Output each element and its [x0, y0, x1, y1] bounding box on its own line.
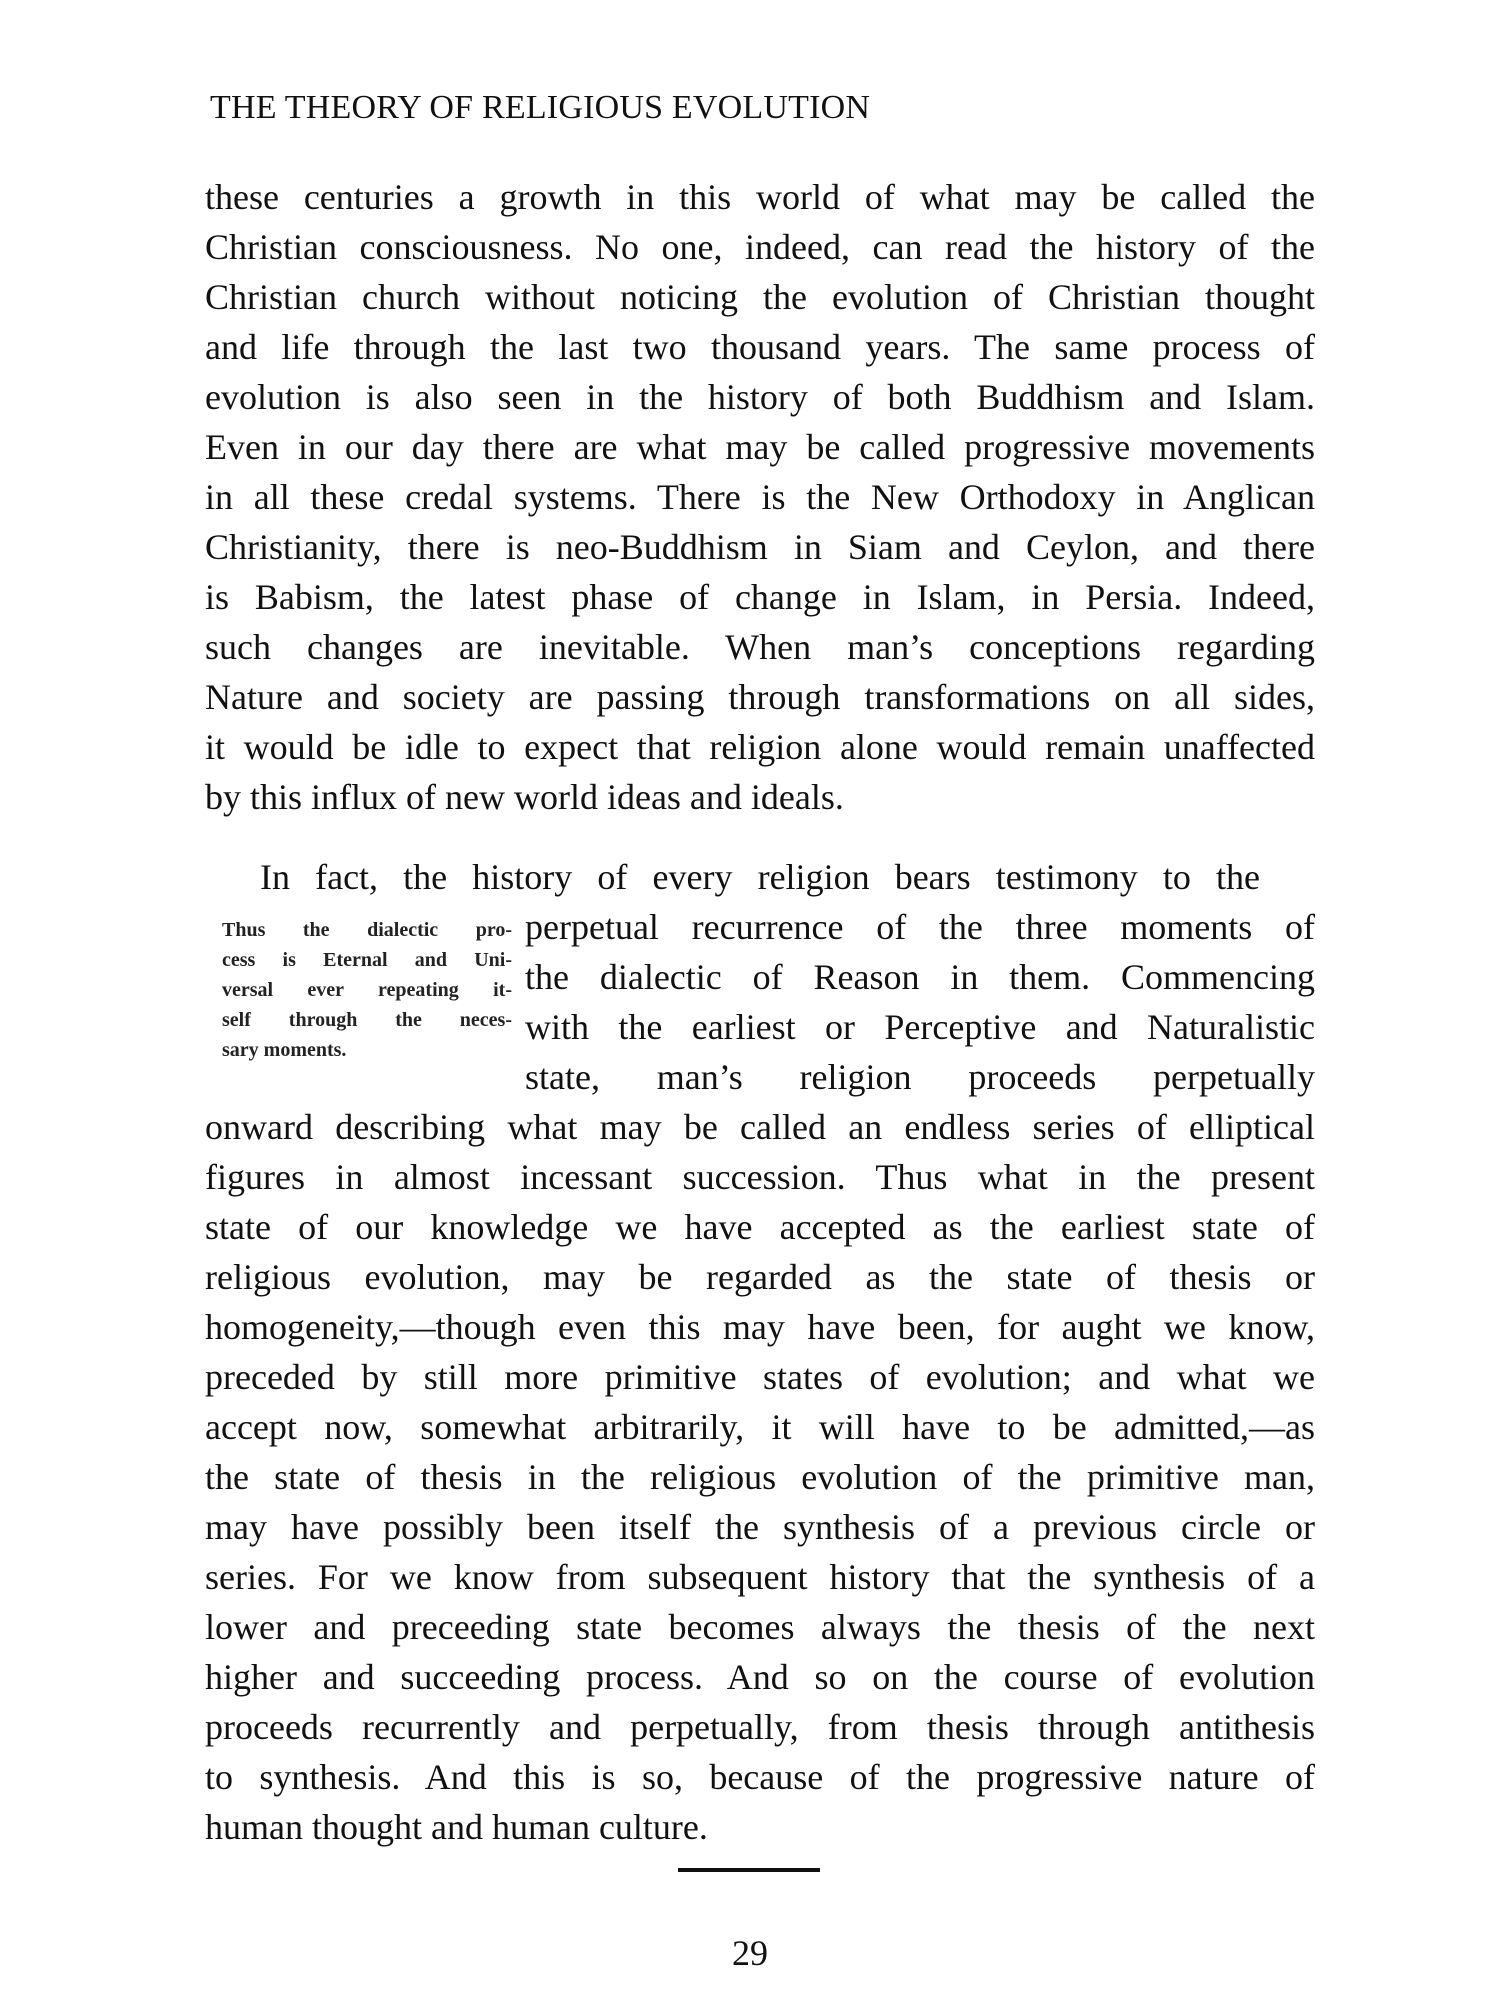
- text-line: state of our knowledge we have accepted as the earliest state of: [205, 1207, 1315, 1247]
- text-line: onward describing what may be called an endless series of elliptical: [205, 1107, 1315, 1147]
- text-line: the state of thesis in the religious evolution of the primitive man,: [205, 1457, 1315, 1497]
- text-line: figures in almost incessant succession. Thus what in the present: [205, 1157, 1315, 1197]
- text-line: proceeds recurrently and perpetually, from thesis through antithesis: [205, 1707, 1315, 1747]
- margin-note: [222, 915, 512, 1065]
- text-line: perpetual recurrence of the three moments of: [525, 907, 1315, 947]
- margin-note-line: sary moments.: [222, 1039, 347, 1061]
- text-line: series. For we know from subsequent history that the synthesis of a: [205, 1557, 1315, 1597]
- section-end-rule: [678, 1868, 820, 1872]
- running-head: THE THEORY OF RELIGIOUS EVOLUTION: [210, 89, 871, 126]
- margin-note-line: Thus the dialectic pro-: [222, 919, 512, 941]
- margin-note-line: versal ever repeating it-: [222, 979, 512, 1001]
- text-line: by this influx of new world ideas and ideals.: [205, 777, 844, 817]
- paragraph-2-beside-note: [525, 902, 1315, 1102]
- text-line: Nature and society are passing through transformations on all sides,: [205, 677, 1315, 717]
- text-line: in all these credal systems. There is the New Orthodoxy in Anglican: [205, 477, 1315, 517]
- text-line: with the earliest or Perceptive and Naturalistic: [525, 1007, 1315, 1047]
- text-line: Christianity, there is neo-Buddhism in Siam and Ceylon, and there: [205, 527, 1315, 567]
- text-line: these centuries a growth in this world of what may be called the: [205, 177, 1315, 217]
- text-line: state, man’s religion proceeds perpetually: [525, 1057, 1315, 1097]
- text-line: evolution is also seen in the history of both Buddhism and Islam.: [205, 377, 1315, 417]
- text-line: Christian church without noticing the evolution of Christian thought: [205, 277, 1315, 317]
- text-line: such changes are inevitable. When man’s conceptions regarding: [205, 627, 1315, 667]
- paragraph-2-first-line: [205, 852, 1315, 902]
- text-line: preceded by still more primitive states of evolution; and what we: [205, 1357, 1315, 1397]
- paragraph-1: [205, 172, 1315, 822]
- margin-note-line: self through the neces-: [222, 1009, 512, 1031]
- text-line: religious evolution, may be regarded as the state of thesis or: [205, 1257, 1315, 1297]
- text-line: In fact, the history of every religion bears testimony to the: [260, 857, 1260, 897]
- text-line: accept now, somewhat arbitrarily, it will have to be admitted,—as: [205, 1407, 1315, 1447]
- text-line: homogeneity,—though even this may have been, for aught we know,: [205, 1307, 1315, 1347]
- text-line: it would be idle to expect that religion alone would remain unaffected: [205, 727, 1315, 767]
- text-line: higher and succeeding process. And so on the course of evolution: [205, 1657, 1315, 1697]
- text-line: lower and preceeding state becomes always the thesis of the next: [205, 1607, 1315, 1647]
- text-line: may have possibly been itself the synthesis of a previous circle or: [205, 1507, 1315, 1547]
- text-line: is Babism, the latest phase of change in Islam, in Persia. Indeed,: [205, 577, 1315, 617]
- text-line: Even in our day there are what may be called progressive movements: [205, 427, 1315, 467]
- text-line: the dialectic of Reason in them. Commencing: [525, 957, 1315, 997]
- margin-note-line: cess is Eternal and Uni-: [222, 949, 512, 971]
- text-line: human thought and human culture.: [205, 1807, 708, 1847]
- text-line: Christian consciousness. No one, indeed, can read the history of the: [205, 227, 1315, 267]
- paragraph-2-rest: [205, 1102, 1315, 1852]
- text-line: and life through the last two thousand years. The same process of: [205, 327, 1315, 367]
- text-line: to synthesis. And this is so, because of the progressive nature of: [205, 1757, 1315, 1797]
- page-number: 29: [732, 1933, 768, 1973]
